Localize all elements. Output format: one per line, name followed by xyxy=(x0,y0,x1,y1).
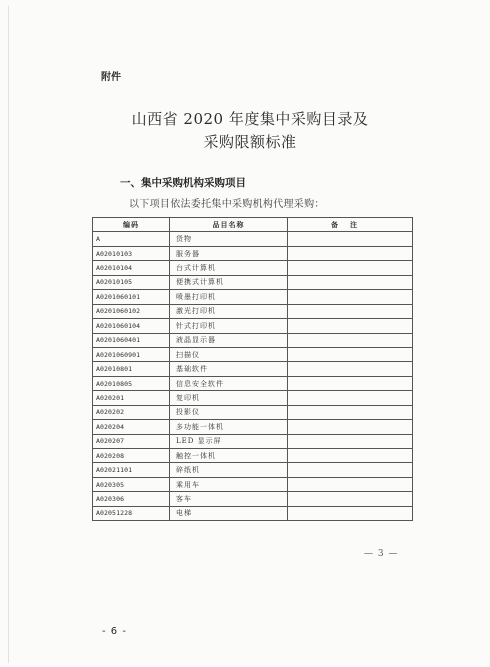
cell-code: A02010105 xyxy=(93,275,170,289)
cell-code: A020204 xyxy=(93,420,170,434)
cell-item-name: 乘用车 xyxy=(170,477,288,491)
table-row xyxy=(93,506,413,520)
cell-remark xyxy=(288,391,413,405)
cell-code: A020202 xyxy=(93,405,170,419)
document-title-line-1: 山西省 2020 年度集中采购目录及 xyxy=(131,110,369,128)
cell-remark xyxy=(288,376,413,390)
cell-remark xyxy=(288,449,413,463)
cell-item-name: 复印机 xyxy=(170,391,288,405)
cell-item-name: 激光打印机 xyxy=(170,304,288,318)
cell-item-name: 台式计算机 xyxy=(170,261,288,275)
cell-remark xyxy=(288,492,413,506)
cell-remark xyxy=(288,261,413,275)
cell-code: A020207 xyxy=(93,434,170,448)
cell-item-name: 信息安全软件 xyxy=(170,376,288,390)
table-row xyxy=(93,290,413,304)
cell-item-name: 投影仪 xyxy=(170,405,288,419)
cell-item-name: 液晶显示器 xyxy=(170,333,288,347)
header-item-name: 品目名称 xyxy=(170,218,288,232)
table-row xyxy=(93,477,413,491)
table-row xyxy=(93,449,413,463)
cell-item-name: LED 显示屏 xyxy=(170,434,288,448)
cell-remark xyxy=(288,290,413,304)
cell-remark xyxy=(288,304,413,318)
cell-item-name: 服务器 xyxy=(170,246,288,260)
cell-code: A0201060401 xyxy=(93,333,170,347)
cell-code: A02051228 xyxy=(93,506,170,520)
table-row xyxy=(93,275,413,289)
cell-item-name: 电梯 xyxy=(170,506,288,520)
table-body xyxy=(93,232,413,521)
table-row xyxy=(93,362,413,376)
cell-remark xyxy=(288,405,413,419)
cell-code: A020208 xyxy=(93,449,170,463)
cell-code: A0201060901 xyxy=(93,347,170,361)
procurement-catalog-table xyxy=(92,217,413,521)
cell-item-name: 货物 xyxy=(170,232,288,246)
header-code: 编码 xyxy=(93,218,170,232)
cell-remark xyxy=(288,506,413,520)
cell-code: A0201060104 xyxy=(93,319,170,333)
cell-remark xyxy=(288,333,413,347)
cell-remark xyxy=(288,347,413,361)
table-row xyxy=(93,420,413,434)
cell-remark xyxy=(288,362,413,376)
cell-item-name: 扫描仪 xyxy=(170,347,288,361)
table-row xyxy=(93,319,413,333)
table-row xyxy=(93,304,413,318)
cell-remark xyxy=(288,420,413,434)
cell-code: A xyxy=(93,232,170,246)
cell-code: A02021101 xyxy=(93,463,170,477)
cell-code: A02010104 xyxy=(93,261,170,275)
cell-remark xyxy=(288,434,413,448)
table-row xyxy=(93,246,413,260)
cell-code: A0201060102 xyxy=(93,304,170,318)
cell-remark xyxy=(288,477,413,491)
cell-code: A0201060101 xyxy=(93,290,170,304)
cell-code: A020306 xyxy=(93,492,170,506)
table-row xyxy=(93,492,413,506)
table-row xyxy=(93,405,413,419)
cell-code: A020201 xyxy=(93,391,170,405)
cell-code: A02010805 xyxy=(93,376,170,390)
table-row xyxy=(93,434,413,448)
section-heading: 一、集中采购机构采购项目 xyxy=(120,177,246,189)
cell-item-name: 客车 xyxy=(170,492,288,506)
cell-remark xyxy=(288,463,413,477)
cell-item-name: 基础软件 xyxy=(170,362,288,376)
footer-page-number: - 6 - xyxy=(102,626,127,637)
cell-item-name: 喷墨打印机 xyxy=(170,290,288,304)
cell-item-name: 针式打印机 xyxy=(170,319,288,333)
table-row xyxy=(93,463,413,477)
page-number: — 3 — xyxy=(364,549,399,559)
intro-text: 以下项目依法委托集中采购机构代理采购： xyxy=(129,199,325,210)
table-row xyxy=(93,376,413,390)
table-row xyxy=(93,347,413,361)
table-header-row xyxy=(93,218,413,232)
cell-item-name: 触控一体机 xyxy=(170,449,288,463)
table-row xyxy=(93,391,413,405)
cell-remark xyxy=(288,275,413,289)
table-row xyxy=(93,333,413,347)
cell-code: A020305 xyxy=(93,477,170,491)
cell-remark xyxy=(288,246,413,260)
cell-item-name: 碎纸机 xyxy=(170,463,288,477)
header-remark: 备注 xyxy=(288,218,413,232)
document-title-line-2: 采购限额标准 xyxy=(203,133,297,151)
cell-code: A02010801 xyxy=(93,362,170,376)
cell-item-name: 多功能一体机 xyxy=(170,420,288,434)
table-row xyxy=(93,261,413,275)
annex-label: 附件 xyxy=(101,72,121,83)
cell-item-name: 便携式计算机 xyxy=(170,275,288,289)
cell-remark xyxy=(288,319,413,333)
table-row xyxy=(93,232,413,246)
cell-remark xyxy=(288,232,413,246)
cell-code: A02010103 xyxy=(93,246,170,260)
